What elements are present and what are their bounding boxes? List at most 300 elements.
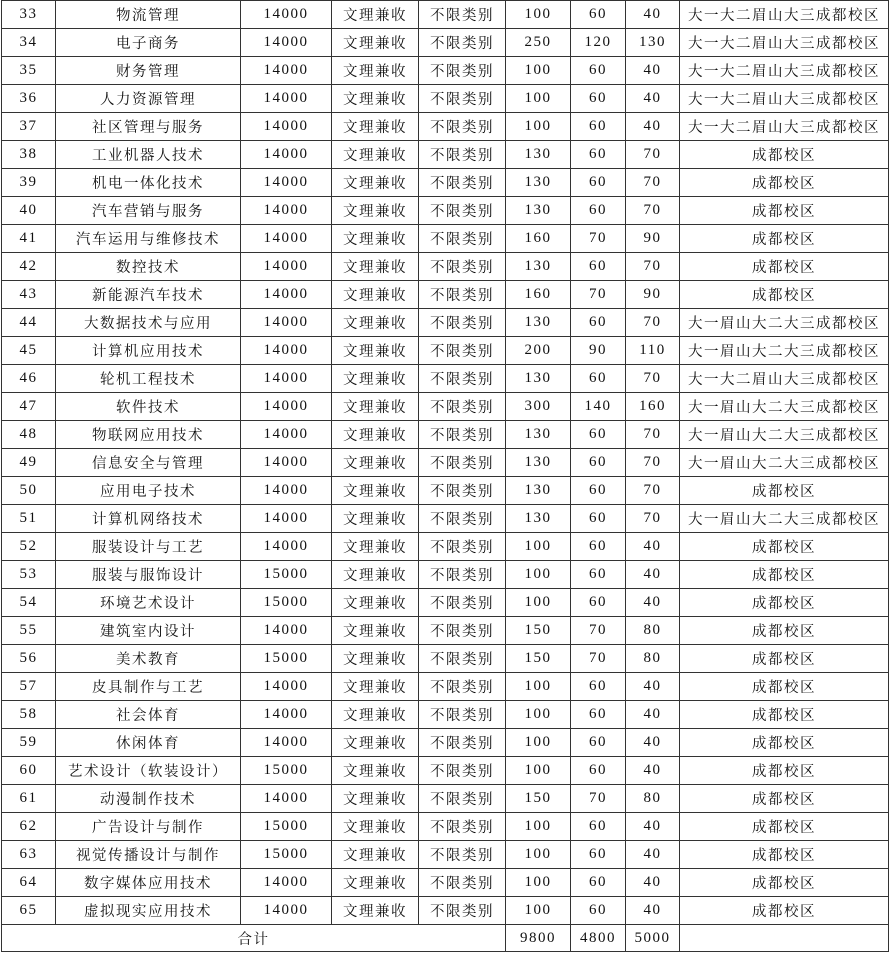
subject-requirement: 文理兼收 — [332, 253, 419, 281]
subject-requirement: 文理兼收 — [332, 449, 419, 477]
plan-count-b: 40 — [626, 757, 680, 785]
major-name: 虚拟现实应用技术 — [56, 897, 241, 925]
campus-location: 成都校区 — [680, 785, 889, 813]
student-category: 不限类别 — [419, 309, 506, 337]
plan-count-b: 40 — [626, 533, 680, 561]
campus-location: 成都校区 — [680, 813, 889, 841]
table-row — [2, 477, 889, 505]
plan-count-a: 120 — [571, 29, 626, 57]
plan-count: 100 — [506, 897, 571, 925]
plan-count-b: 40 — [626, 841, 680, 869]
student-category: 不限类别 — [419, 841, 506, 869]
tuition-fee: 15000 — [241, 645, 332, 673]
campus-location: 成都校区 — [680, 589, 889, 617]
subject-requirement: 文理兼收 — [332, 757, 419, 785]
tuition-fee: 14000 — [241, 533, 332, 561]
major-name: 艺术设计（软装设计） — [56, 757, 241, 785]
student-category: 不限类别 — [419, 617, 506, 645]
table-row — [2, 393, 889, 421]
row-number: 48 — [2, 421, 56, 449]
plan-count-a: 60 — [571, 85, 626, 113]
tuition-fee: 14000 — [241, 617, 332, 645]
plan-count-a: 60 — [571, 477, 626, 505]
row-number: 34 — [2, 29, 56, 57]
major-name: 服装与服饰设计 — [56, 561, 241, 589]
tuition-fee: 15000 — [241, 561, 332, 589]
campus-location: 成都校区 — [680, 477, 889, 505]
subject-requirement: 文理兼收 — [332, 897, 419, 925]
plan-count-a: 60 — [571, 701, 626, 729]
campus-location: 成都校区 — [680, 757, 889, 785]
plan-count: 150 — [506, 617, 571, 645]
subject-requirement: 文理兼收 — [332, 141, 419, 169]
plan-count-b: 40 — [626, 1, 680, 29]
table-row — [2, 785, 889, 813]
tuition-fee: 14000 — [241, 169, 332, 197]
plan-count: 130 — [506, 141, 571, 169]
student-category: 不限类别 — [419, 29, 506, 57]
student-category: 不限类别 — [419, 897, 506, 925]
plan-count-b: 40 — [626, 869, 680, 897]
plan-count-b: 40 — [626, 85, 680, 113]
plan-count-b: 80 — [626, 645, 680, 673]
plan-count-a: 60 — [571, 1, 626, 29]
student-category: 不限类别 — [419, 281, 506, 309]
student-category: 不限类别 — [419, 589, 506, 617]
student-category: 不限类别 — [419, 561, 506, 589]
student-category: 不限类别 — [419, 673, 506, 701]
plan-count: 150 — [506, 645, 571, 673]
plan-count-a: 60 — [571, 449, 626, 477]
table-row — [2, 617, 889, 645]
plan-count-b: 40 — [626, 729, 680, 757]
plan-count-b: 70 — [626, 141, 680, 169]
subject-requirement: 文理兼收 — [332, 701, 419, 729]
student-category: 不限类别 — [419, 1, 506, 29]
subject-requirement: 文理兼收 — [332, 365, 419, 393]
subject-requirement: 文理兼收 — [332, 617, 419, 645]
subject-requirement: 文理兼收 — [332, 197, 419, 225]
plan-count-b: 90 — [626, 281, 680, 309]
subject-requirement: 文理兼收 — [332, 841, 419, 869]
subject-requirement: 文理兼收 — [332, 477, 419, 505]
campus-location: 成都校区 — [680, 281, 889, 309]
tuition-fee: 14000 — [241, 113, 332, 141]
major-name: 应用电子技术 — [56, 477, 241, 505]
major-name: 机电一体化技术 — [56, 169, 241, 197]
student-category: 不限类别 — [419, 533, 506, 561]
plan-count-b: 80 — [626, 785, 680, 813]
major-name: 物流管理 — [56, 1, 241, 29]
subject-requirement: 文理兼收 — [332, 869, 419, 897]
student-category: 不限类别 — [419, 365, 506, 393]
plan-count: 100 — [506, 561, 571, 589]
row-number: 59 — [2, 729, 56, 757]
campus-location: 大一大二眉山大三成都校区 — [680, 365, 889, 393]
table-row — [2, 813, 889, 841]
campus-location: 成都校区 — [680, 673, 889, 701]
row-number: 55 — [2, 617, 56, 645]
row-number: 65 — [2, 897, 56, 925]
tuition-fee: 14000 — [241, 85, 332, 113]
campus-location: 成都校区 — [680, 841, 889, 869]
table-row — [2, 57, 889, 85]
tuition-fee: 14000 — [241, 869, 332, 897]
tuition-fee: 15000 — [241, 813, 332, 841]
major-name: 动漫制作技术 — [56, 785, 241, 813]
plan-count-a: 70 — [571, 281, 626, 309]
student-category: 不限类别 — [419, 337, 506, 365]
student-category: 不限类别 — [419, 701, 506, 729]
subject-requirement: 文理兼收 — [332, 85, 419, 113]
tuition-fee: 14000 — [241, 673, 332, 701]
tuition-fee: 14000 — [241, 281, 332, 309]
subject-requirement: 文理兼收 — [332, 29, 419, 57]
student-category: 不限类别 — [419, 169, 506, 197]
tuition-fee: 14000 — [241, 729, 332, 757]
plan-count-a: 60 — [571, 253, 626, 281]
major-name: 美术教育 — [56, 645, 241, 673]
subject-requirement: 文理兼收 — [332, 57, 419, 85]
tuition-fee: 14000 — [241, 225, 332, 253]
campus-location: 成都校区 — [680, 869, 889, 897]
plan-count-b: 40 — [626, 589, 680, 617]
tuition-fee: 14000 — [241, 897, 332, 925]
tuition-fee: 15000 — [241, 757, 332, 785]
plan-count: 130 — [506, 309, 571, 337]
campus-location: 成都校区 — [680, 645, 889, 673]
major-name: 社会体育 — [56, 701, 241, 729]
plan-count: 130 — [506, 365, 571, 393]
table-row — [2, 645, 889, 673]
tuition-fee: 14000 — [241, 449, 332, 477]
row-number: 46 — [2, 365, 56, 393]
campus-location: 成都校区 — [680, 897, 889, 925]
table-row — [2, 421, 889, 449]
subject-requirement: 文理兼收 — [332, 337, 419, 365]
table-row — [2, 113, 889, 141]
plan-count: 250 — [506, 29, 571, 57]
tuition-fee: 14000 — [241, 785, 332, 813]
campus-location: 大一大二眉山大三成都校区 — [680, 113, 889, 141]
student-category: 不限类别 — [419, 757, 506, 785]
major-name: 大数据技术与应用 — [56, 309, 241, 337]
campus-location: 成都校区 — [680, 197, 889, 225]
tuition-fee: 14000 — [241, 1, 332, 29]
table-row — [2, 85, 889, 113]
student-category: 不限类别 — [419, 421, 506, 449]
plan-count-b: 70 — [626, 421, 680, 449]
plan-count-b: 70 — [626, 505, 680, 533]
plan-count: 300 — [506, 393, 571, 421]
campus-location: 大一眉山大二大三成都校区 — [680, 421, 889, 449]
plan-count-a: 60 — [571, 421, 626, 449]
row-number: 39 — [2, 169, 56, 197]
plan-count-a: 60 — [571, 729, 626, 757]
row-number: 40 — [2, 197, 56, 225]
plan-count: 100 — [506, 673, 571, 701]
tuition-fee: 15000 — [241, 589, 332, 617]
plan-count-a: 60 — [571, 365, 626, 393]
plan-count: 100 — [506, 701, 571, 729]
row-number: 50 — [2, 477, 56, 505]
row-number: 62 — [2, 813, 56, 841]
campus-location: 成都校区 — [680, 225, 889, 253]
campus-location: 大一眉山大二大三成都校区 — [680, 337, 889, 365]
major-name: 计算机应用技术 — [56, 337, 241, 365]
campus-location: 成都校区 — [680, 253, 889, 281]
subject-requirement: 文理兼收 — [332, 281, 419, 309]
student-category: 不限类别 — [419, 225, 506, 253]
campus-location: 成都校区 — [680, 561, 889, 589]
table-row — [2, 897, 889, 925]
student-category: 不限类别 — [419, 113, 506, 141]
plan-count-a: 70 — [571, 645, 626, 673]
plan-count: 100 — [506, 57, 571, 85]
plan-count-b: 40 — [626, 113, 680, 141]
major-name: 视觉传播设计与制作 — [56, 841, 241, 869]
row-number: 44 — [2, 309, 56, 337]
campus-location: 大一眉山大二大三成都校区 — [680, 309, 889, 337]
major-name: 人力资源管理 — [56, 85, 241, 113]
plan-count-a: 60 — [571, 897, 626, 925]
plan-count-a: 60 — [571, 589, 626, 617]
plan-count: 100 — [506, 729, 571, 757]
plan-count: 100 — [506, 757, 571, 785]
plan-count: 100 — [506, 533, 571, 561]
row-number: 38 — [2, 141, 56, 169]
row-number: 52 — [2, 533, 56, 561]
subject-requirement: 文理兼收 — [332, 113, 419, 141]
major-name: 服装设计与工艺 — [56, 533, 241, 561]
row-number: 47 — [2, 393, 56, 421]
table-row — [2, 29, 889, 57]
total-row — [2, 925, 889, 952]
row-number: 33 — [2, 1, 56, 29]
major-name: 新能源汽车技术 — [56, 281, 241, 309]
table-body — [2, 1, 889, 925]
plan-count-b: 40 — [626, 701, 680, 729]
row-number: 42 — [2, 253, 56, 281]
plan-count-a: 60 — [571, 841, 626, 869]
student-category: 不限类别 — [419, 645, 506, 673]
plan-count-b: 70 — [626, 253, 680, 281]
plan-count-a: 90 — [571, 337, 626, 365]
student-category: 不限类别 — [419, 449, 506, 477]
row-number: 64 — [2, 869, 56, 897]
campus-location: 成都校区 — [680, 701, 889, 729]
plan-count-a: 60 — [571, 169, 626, 197]
student-category: 不限类别 — [419, 785, 506, 813]
plan-count: 130 — [506, 197, 571, 225]
table-row — [2, 281, 889, 309]
table-row — [2, 225, 889, 253]
campus-location: 大一眉山大二大三成都校区 — [680, 505, 889, 533]
major-name: 广告设计与制作 — [56, 813, 241, 841]
tuition-fee: 14000 — [241, 393, 332, 421]
subject-requirement: 文理兼收 — [332, 533, 419, 561]
plan-count: 100 — [506, 813, 571, 841]
student-category: 不限类别 — [419, 197, 506, 225]
student-category: 不限类别 — [419, 393, 506, 421]
plan-count-b: 70 — [626, 449, 680, 477]
plan-count: 130 — [506, 477, 571, 505]
plan-count-b: 40 — [626, 561, 680, 589]
table-row — [2, 561, 889, 589]
plan-count-b: 130 — [626, 29, 680, 57]
plan-count-b: 70 — [626, 197, 680, 225]
campus-location: 大一大二眉山大三成都校区 — [680, 29, 889, 57]
row-number: 58 — [2, 701, 56, 729]
plan-count-b: 70 — [626, 309, 680, 337]
table-row — [2, 141, 889, 169]
plan-count: 160 — [506, 281, 571, 309]
plan-count-b: 40 — [626, 57, 680, 85]
student-category: 不限类别 — [419, 141, 506, 169]
table-row — [2, 337, 889, 365]
table-row — [2, 869, 889, 897]
plan-count-b: 70 — [626, 169, 680, 197]
table-row — [2, 1, 889, 29]
student-category: 不限类别 — [419, 85, 506, 113]
student-category: 不限类别 — [419, 57, 506, 85]
row-number: 35 — [2, 57, 56, 85]
plan-count: 100 — [506, 1, 571, 29]
table-row — [2, 505, 889, 533]
tuition-fee: 14000 — [241, 421, 332, 449]
table-row — [2, 169, 889, 197]
campus-location: 成都校区 — [680, 617, 889, 645]
plan-count-b: 40 — [626, 813, 680, 841]
plan-count: 100 — [506, 869, 571, 897]
table-row — [2, 449, 889, 477]
major-name: 数控技术 — [56, 253, 241, 281]
plan-count-a: 60 — [571, 141, 626, 169]
table-row — [2, 365, 889, 393]
tuition-fee: 14000 — [241, 57, 332, 85]
plan-count-a: 60 — [571, 561, 626, 589]
plan-count: 100 — [506, 841, 571, 869]
plan-count-a: 60 — [571, 533, 626, 561]
subject-requirement: 文理兼收 — [332, 1, 419, 29]
row-number: 43 — [2, 281, 56, 309]
plan-count: 200 — [506, 337, 571, 365]
plan-count-b: 40 — [626, 897, 680, 925]
subject-requirement: 文理兼收 — [332, 645, 419, 673]
plan-count-a: 60 — [571, 869, 626, 897]
plan-count-b: 90 — [626, 225, 680, 253]
plan-count-a: 60 — [571, 757, 626, 785]
major-name: 休闲体育 — [56, 729, 241, 757]
subject-requirement: 文理兼收 — [332, 225, 419, 253]
major-name: 汽车营销与服务 — [56, 197, 241, 225]
major-name: 皮具制作与工艺 — [56, 673, 241, 701]
plan-count-b: 160 — [626, 393, 680, 421]
row-number: 36 — [2, 85, 56, 113]
tuition-fee: 14000 — [241, 29, 332, 57]
table-row — [2, 197, 889, 225]
plan-count-a: 60 — [571, 309, 626, 337]
subject-requirement: 文理兼收 — [332, 505, 419, 533]
plan-count: 100 — [506, 85, 571, 113]
subject-requirement: 文理兼收 — [332, 309, 419, 337]
subject-requirement: 文理兼收 — [332, 589, 419, 617]
major-name: 信息安全与管理 — [56, 449, 241, 477]
student-category: 不限类别 — [419, 505, 506, 533]
plan-count-b: 110 — [626, 337, 680, 365]
campus-location: 大一大二眉山大三成都校区 — [680, 1, 889, 29]
major-name: 工业机器人技术 — [56, 141, 241, 169]
subject-requirement: 文理兼收 — [332, 561, 419, 589]
tuition-fee: 14000 — [241, 197, 332, 225]
plan-count-a: 60 — [571, 505, 626, 533]
plan-count: 150 — [506, 785, 571, 813]
table-row — [2, 533, 889, 561]
campus-location: 成都校区 — [680, 533, 889, 561]
campus-location: 成都校区 — [680, 169, 889, 197]
campus-location: 大一眉山大二大三成都校区 — [680, 393, 889, 421]
tuition-fee: 14000 — [241, 701, 332, 729]
major-name: 环境艺术设计 — [56, 589, 241, 617]
table-row — [2, 253, 889, 281]
row-number: 57 — [2, 673, 56, 701]
major-name: 建筑室内设计 — [56, 617, 241, 645]
row-number: 56 — [2, 645, 56, 673]
plan-count-a: 60 — [571, 197, 626, 225]
plan-count-a: 140 — [571, 393, 626, 421]
plan-count-b: 80 — [626, 617, 680, 645]
major-name: 社区管理与服务 — [56, 113, 241, 141]
plan-count-b: 40 — [626, 673, 680, 701]
total-plan-count: 9800 — [506, 925, 571, 952]
row-number: 49 — [2, 449, 56, 477]
tuition-fee: 14000 — [241, 141, 332, 169]
plan-count-b: 70 — [626, 365, 680, 393]
subject-requirement: 文理兼收 — [332, 785, 419, 813]
plan-count: 130 — [506, 253, 571, 281]
plan-count: 100 — [506, 113, 571, 141]
subject-requirement: 文理兼收 — [332, 421, 419, 449]
row-number: 45 — [2, 337, 56, 365]
row-number: 61 — [2, 785, 56, 813]
total-label: 合计 — [2, 925, 506, 952]
total-campus-cell — [680, 925, 889, 952]
plan-count-a: 70 — [571, 785, 626, 813]
campus-location: 成都校区 — [680, 141, 889, 169]
plan-count-a: 70 — [571, 617, 626, 645]
student-category: 不限类别 — [419, 869, 506, 897]
campus-location: 成都校区 — [680, 729, 889, 757]
subject-requirement: 文理兼收 — [332, 169, 419, 197]
subject-requirement: 文理兼收 — [332, 729, 419, 757]
major-name: 软件技术 — [56, 393, 241, 421]
major-name: 财务管理 — [56, 57, 241, 85]
plan-count: 130 — [506, 169, 571, 197]
row-number: 51 — [2, 505, 56, 533]
plan-count-a: 70 — [571, 225, 626, 253]
major-name: 电子商务 — [56, 29, 241, 57]
table-row — [2, 841, 889, 869]
major-name: 数字媒体应用技术 — [56, 869, 241, 897]
row-number: 37 — [2, 113, 56, 141]
total-a-count: 4800 — [571, 925, 626, 952]
table-row — [2, 701, 889, 729]
plan-count-a: 60 — [571, 57, 626, 85]
tuition-fee: 14000 — [241, 309, 332, 337]
table-row — [2, 309, 889, 337]
table-row — [2, 757, 889, 785]
major-name: 计算机网络技术 — [56, 505, 241, 533]
